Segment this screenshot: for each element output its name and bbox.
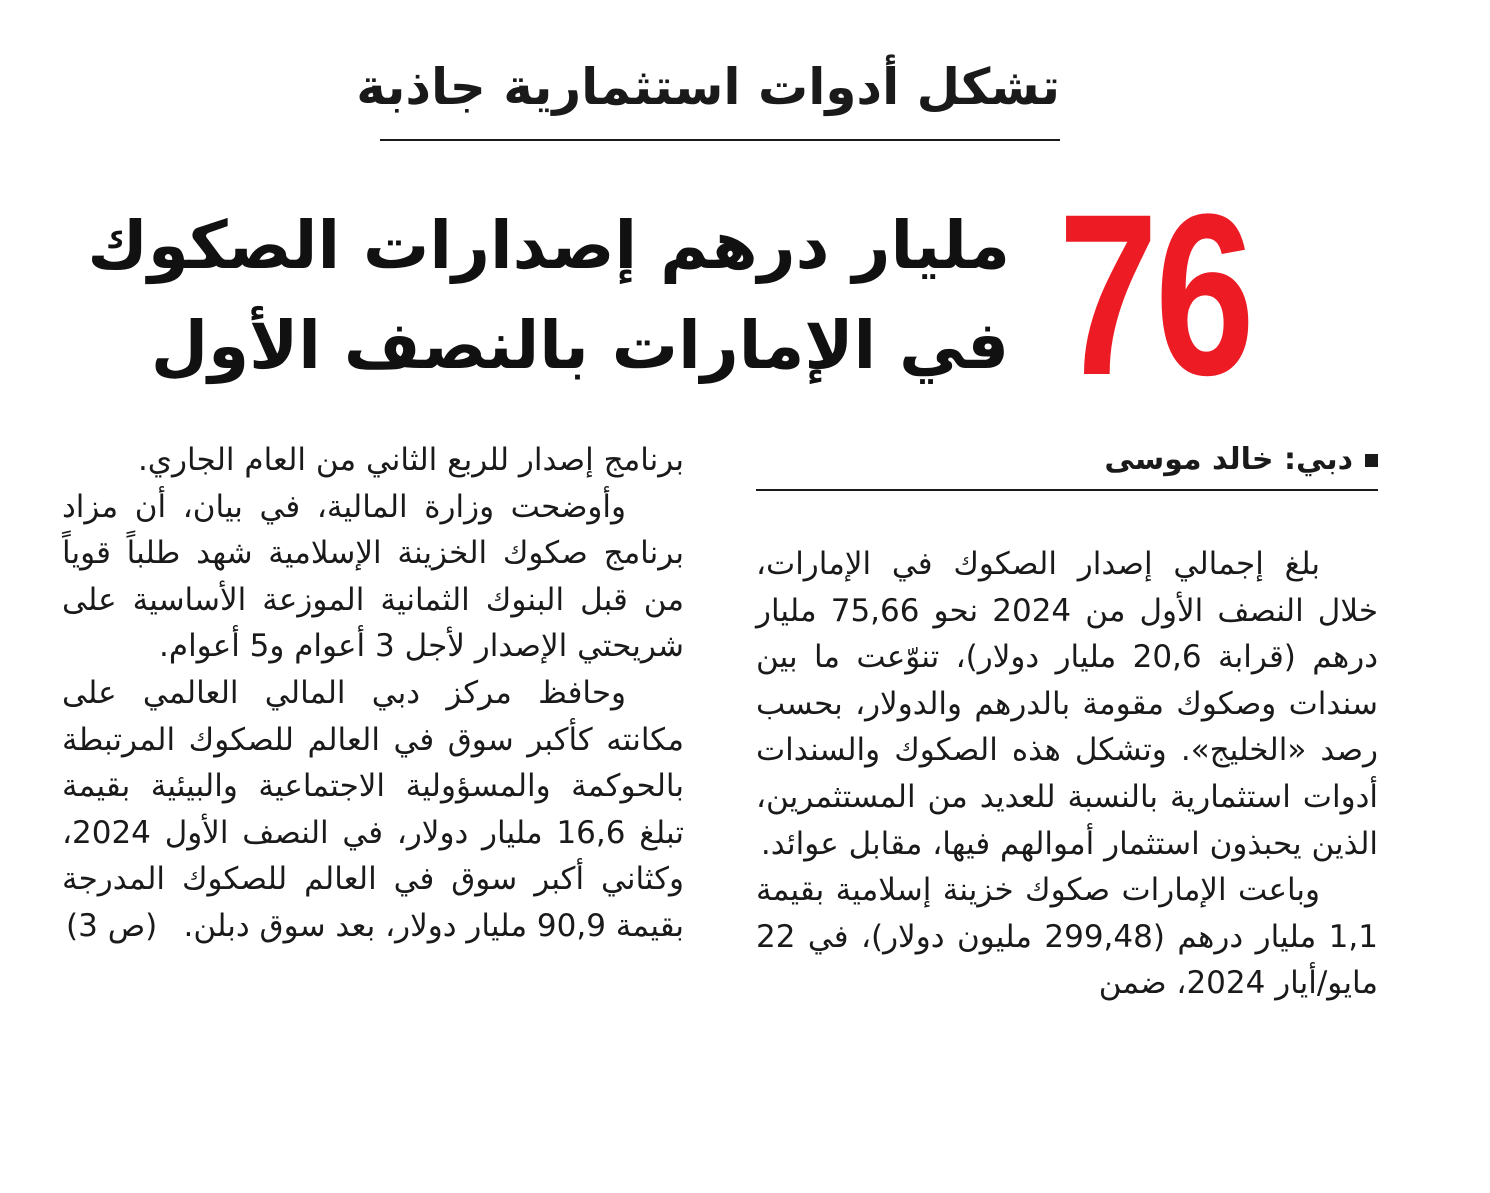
paragraph: وأوضحت وزارة المالية، في بيان، أن مزاد برنامج صكوك الخزينة الإسلامية شهد طلباً قوياً من قبل البنوك الثمانية الموزعة الأساسية على شريحتي الإصدار لأجل 3 أعوام و5 أعوام. [62, 488, 684, 665]
paragraph: برنامج إصدار للربع الثاني من العام الجاري. [137, 442, 684, 478]
byline-text: دبي: خالد موسى [1104, 442, 1353, 477]
page-reference: (ص 3) [66, 907, 158, 944]
headline [87, 196, 1010, 396]
article-column-right [756, 541, 1378, 1007]
article-column-left [62, 437, 684, 950]
paragraph [62, 670, 684, 950]
square-bullet-icon [1365, 454, 1378, 467]
byline [756, 437, 1378, 483]
paragraph-text: وحافظ مركز دبي المالي العالمي على مكانته كأكبر سوق في العالم للصكوك المرتبطة بالحوكمة والمسؤولية الاجتماعية والبيئية بقيمة تبلغ 16,6 مليار دولار، في النصف الأول 2024، وكثاني أكبر سوق في العالم للصكوك المدرجة بقيمة 90,9 مليار دولار، بعد سوق دبلن. [62, 674, 684, 944]
byline-divider [756, 489, 1378, 491]
kicker-title: تشكل أدوات استثمارية جاذبة [356, 58, 1060, 116]
kicker-divider [380, 139, 1060, 141]
headline-line-1: مليار درهم إصدارات الصكوك [87, 207, 1010, 284]
headline-line-2: في الإمارات بالنصف الأول [150, 307, 1010, 384]
paragraph: وباعت الإمارات صكوك خزينة إسلامية بقيمة 1,1 مليار درهم (299,48 مليون دولار)، في 22 مايو/أيار 2024، ضمن [756, 872, 1378, 1002]
headline-number: 76 [1058, 166, 1252, 423]
paragraph: بلغ إجمالي إصدار الصكوك في الإمارات، خلال النصف الأول من 2024 نحو 75,66 مليار درهم (قرابة 20,6 مليار دولار)، تنوّعت ما بين سندات وصكوك مقومة بالدرهم والدولار، بحسب رصد «الخليج». وتشكل هذه الصكوك والسندات أدوات استثمارية بالنسبة للعديد من المستثمرين، الذين يحبذون استثمار أموالهم فيها، مقابل عوائد. [756, 546, 1379, 862]
